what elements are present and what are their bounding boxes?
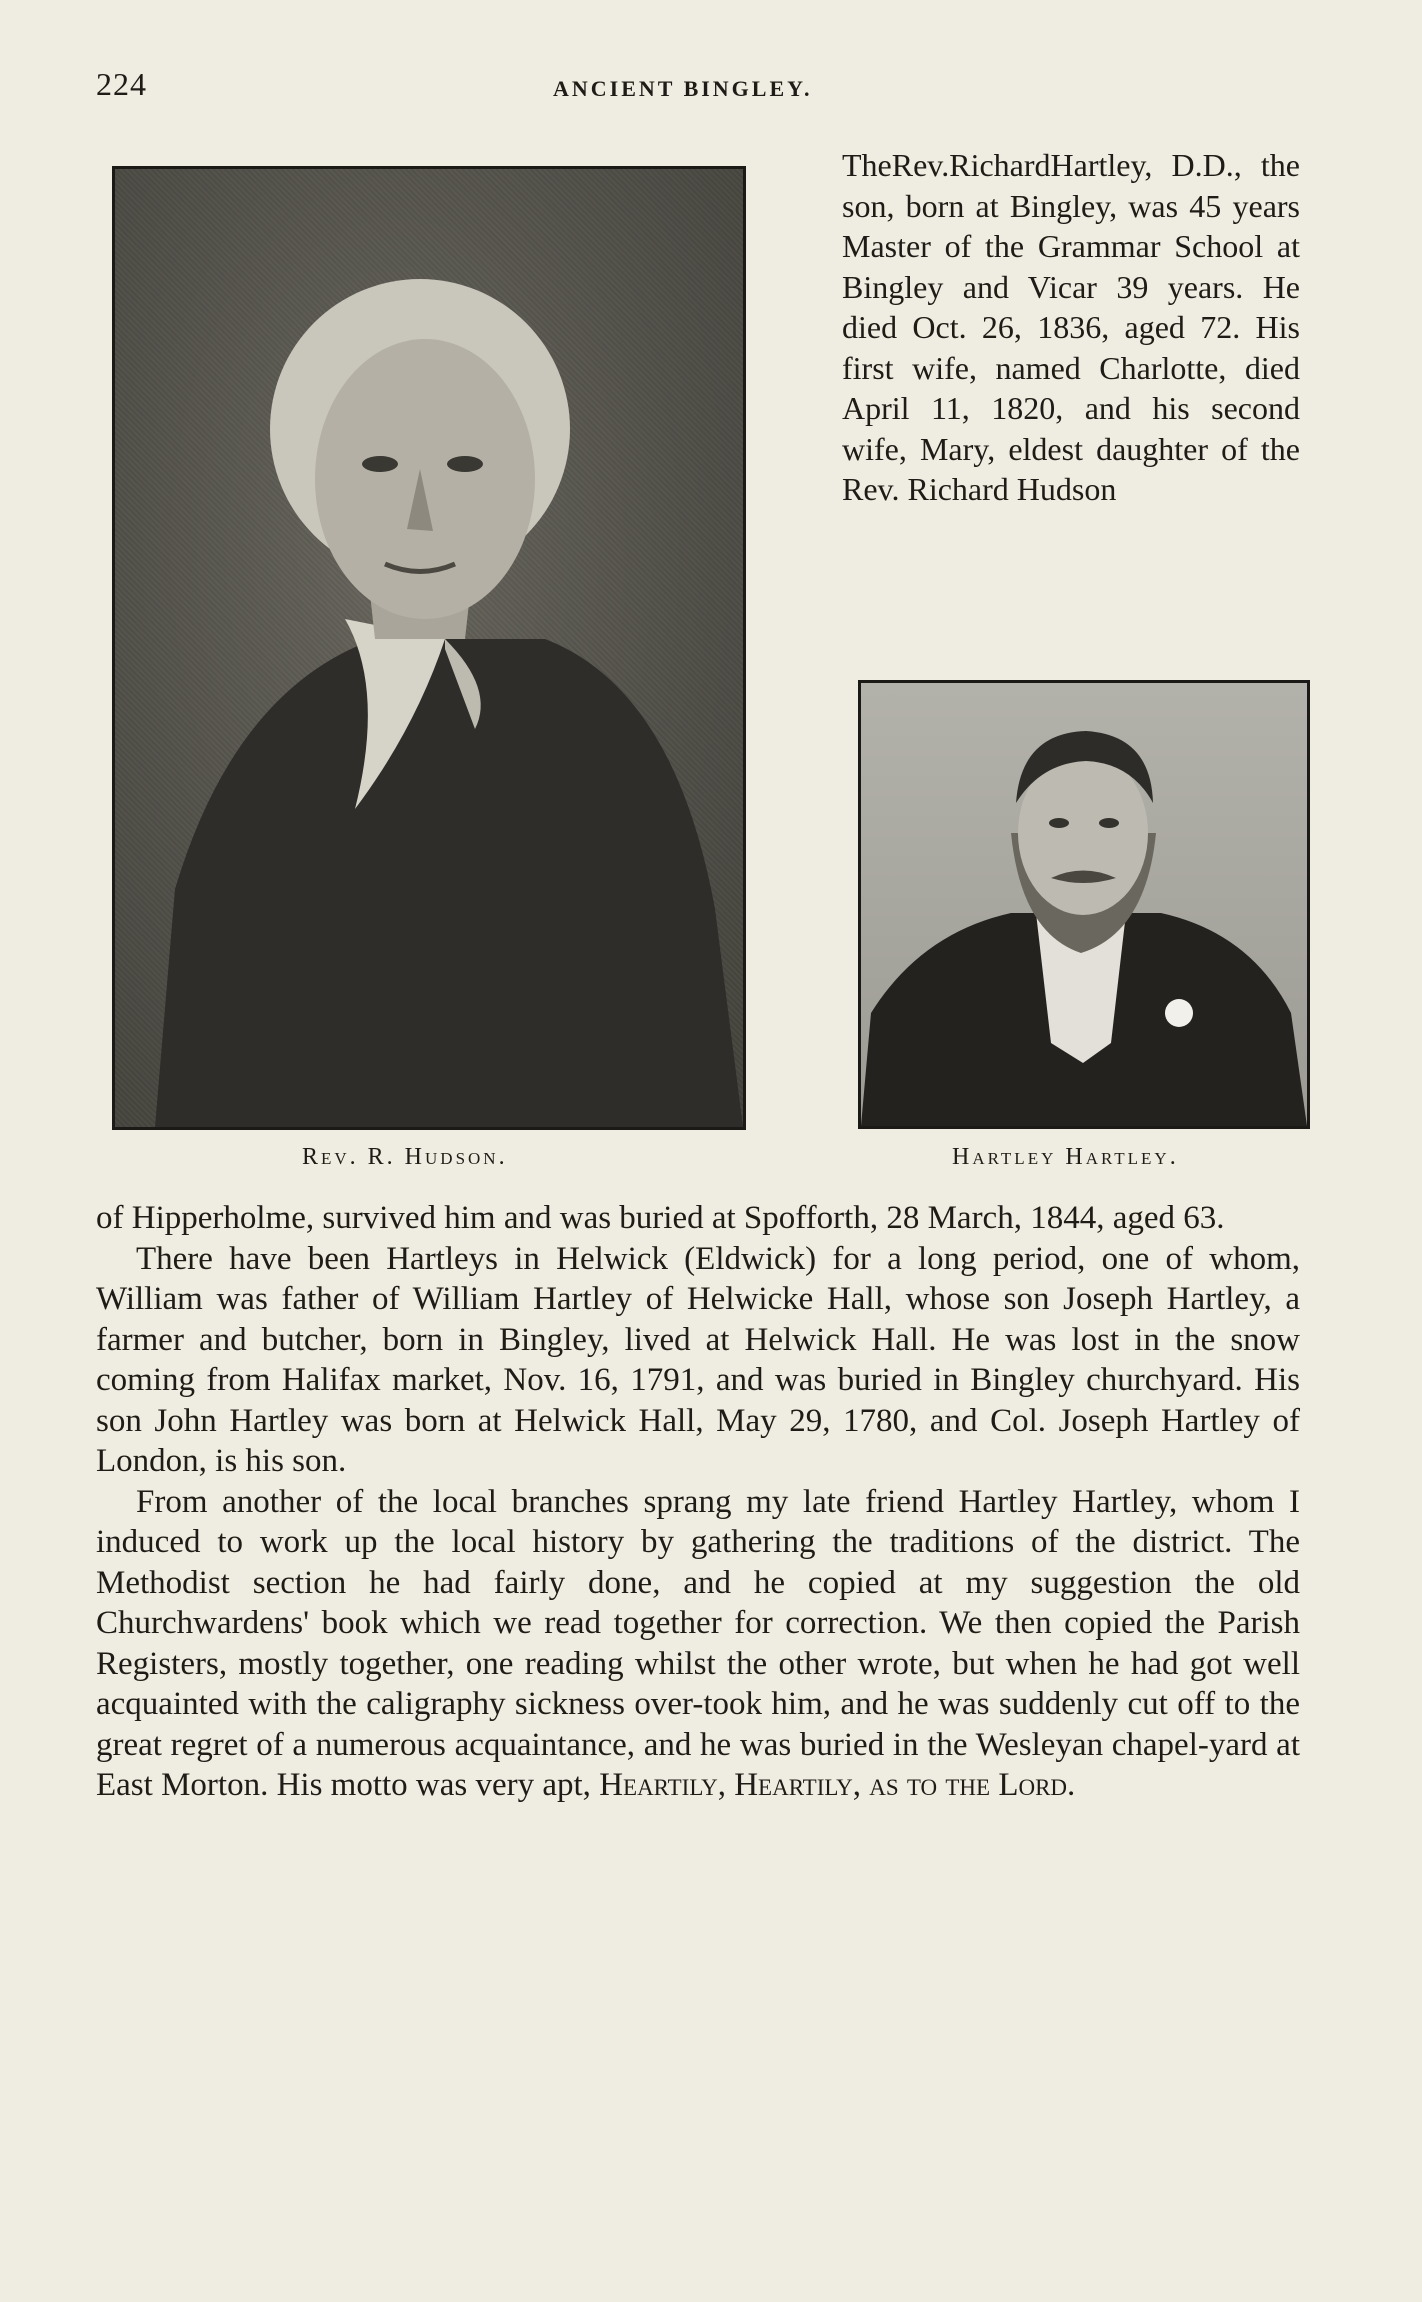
portrait-rev-hudson-image (115, 169, 743, 1127)
portrait-hartley-hartley (858, 680, 1310, 1129)
page-number: 224 (96, 66, 147, 102)
paragraph-1: of Hipperholme, survived him and was buried at Spofforth, 28 March, 1844, aged 63. (96, 1200, 1225, 1236)
paragraph-2: There have been Hartleys in Helwick (Eldwick) for a long period, one of whom, William was father of William Hartley of Helwicke Hall, whose son Joseph Hartley, a farmer and butcher, born in Bingley, lived at Helwick Hall. He was lost in the snow coming from Halifax market, Nov. 16, 1791, and was buried in Bingley churchyard. His son John Hartley was born at Helwick Hall, May 29, 1780, and Col. Joseph Hartley of London, is his son. (96, 1240, 1300, 1479)
motto: Heartily, Heartily, as to the Lord. (599, 1767, 1076, 1803)
body-text (96, 1198, 1300, 1806)
caption-hartley-hartley: Hartley Hartley. (952, 1144, 1179, 1170)
running-title: ANCIENT BINGLEY. (553, 76, 813, 101)
paragraph-3-text: From another of the local branches sprang my late friend Hartley Hartley, whom I induced to work up the local history by gathering the traditions of the district. The Methodist section he had fairly done, and he copied at my suggestion the old Churchwardens' book which we read together for correction. We then copied the Parish Registers, mostly together, one reading whilst the other wrote, but when he had got well acquainted with the caligraphy sickness over-took him, and he was suddenly cut off to the great regret of a numerous acquaintance, and he was buried in the Wesleyan chapel-yard at East Morton. His motto was very apt, (96, 1483, 1300, 1803)
caption-rev-hudson: Rev. R. Hudson. (302, 1144, 508, 1170)
portrait-hartley-hartley-image (861, 683, 1307, 1126)
side-paragraph: TheRev.RichardHartley, D.D., the son, born at Bingley, was 45 years Master of the Grammar School at Bingley and Vicar 39 years. He died Oct. 26, 1836, aged 72. His first wife, named Charlotte, died April 11, 1820, and his second wife, Mary, eldest daughter of the Rev. Richard Hudson (842, 147, 1300, 507)
portrait-rev-hudson (112, 166, 746, 1130)
paragraph-3 (96, 1482, 1300, 1806)
